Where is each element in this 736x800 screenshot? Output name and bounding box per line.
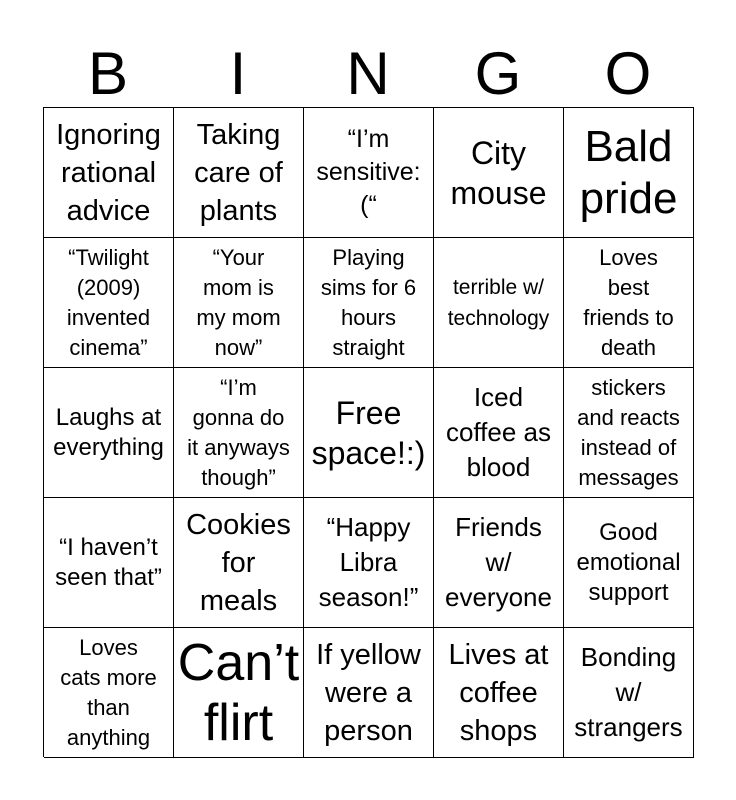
bingo-cell-text: Bonding w/ strangers [574,642,683,742]
bingo-cell-text: stickers and reacts instead of messages [577,374,680,490]
bingo-cell-text: If yellow were a person [316,638,421,747]
bingo-cell-text: “I’m sensitive: (“ [316,125,421,219]
bingo-cell[interactable] [304,238,434,368]
bingo-cell[interactable] [564,108,694,238]
bingo-cell[interactable] [434,108,564,238]
header-letter-g: G [474,40,522,107]
bingo-cell-text: “Your mom is my mom now” [196,244,281,360]
bingo-cell-text: Playing sims for 6 hours straight [320,244,417,360]
bingo-cell-text: Iced coffee as blood [445,382,552,482]
bingo-cell-text: “Twilight (2009) invented cinema” [66,244,151,360]
header-letter-n: N [346,40,390,107]
bingo-cell-text: Ignoring rational advice [56,118,161,227]
bingo-cell[interactable] [564,628,694,758]
bingo-cell-text: “Happy Libra season!” [318,512,419,612]
bingo-board [43,107,694,757]
bingo-cell-text: Good emotional support [576,518,681,606]
bingo-cell[interactable] [304,368,434,498]
bingo-cell-text: “I’m gonna do it anyways though” [187,374,290,490]
bingo-cell[interactable] [44,628,174,758]
bingo-cell[interactable] [564,238,694,368]
header-letter-i: I [229,40,247,107]
bingo-cell[interactable] [564,498,694,628]
bingo-cell[interactable] [434,498,564,628]
bingo-cell[interactable] [44,368,174,498]
bingo-cell[interactable] [304,498,434,628]
bingo-cell-text: Cookies for meals [186,508,291,617]
bingo-cell[interactable] [174,498,304,628]
bingo-cell-text: terrible w/ technology [447,275,550,330]
bingo-cell-text: Friends w/ everyone [445,512,552,612]
bingo-cell[interactable] [434,238,564,368]
header-letter-b: B [87,40,129,107]
bingo-cell[interactable] [44,498,174,628]
bingo-cell-text: Bald pride [579,121,678,223]
bingo-cell-text: Taking care of plants [194,118,283,227]
bingo-cell-text: “I haven’t seen that” [55,533,162,591]
bingo-cell-text: Lives at coffee shops [448,638,549,747]
bingo-cell[interactable] [174,238,304,368]
header-letter-o: O [604,40,652,107]
bingo-cell[interactable] [564,368,694,498]
bingo-cell-text: Loves best friends to death [583,244,674,360]
bingo-cell[interactable] [174,108,304,238]
bingo-cell-text: Free space!:) [311,394,426,471]
bingo-cell-text: City mouse [450,134,547,211]
bingo-cell[interactable] [434,368,564,498]
bingo-cell[interactable] [304,108,434,238]
bingo-cell[interactable] [44,238,174,368]
bingo-header [43,40,693,108]
bingo-cell[interactable] [44,108,174,238]
bingo-cell-text: Loves cats more than anything [60,634,157,750]
bingo-cell-text: Can’t flirt [177,633,300,752]
bingo-cell[interactable] [174,628,304,758]
bingo-cell[interactable] [174,368,304,498]
bingo-cell[interactable] [304,628,434,758]
bingo-cell-text: Laughs at everything [53,403,164,461]
bingo-cell[interactable] [434,628,564,758]
